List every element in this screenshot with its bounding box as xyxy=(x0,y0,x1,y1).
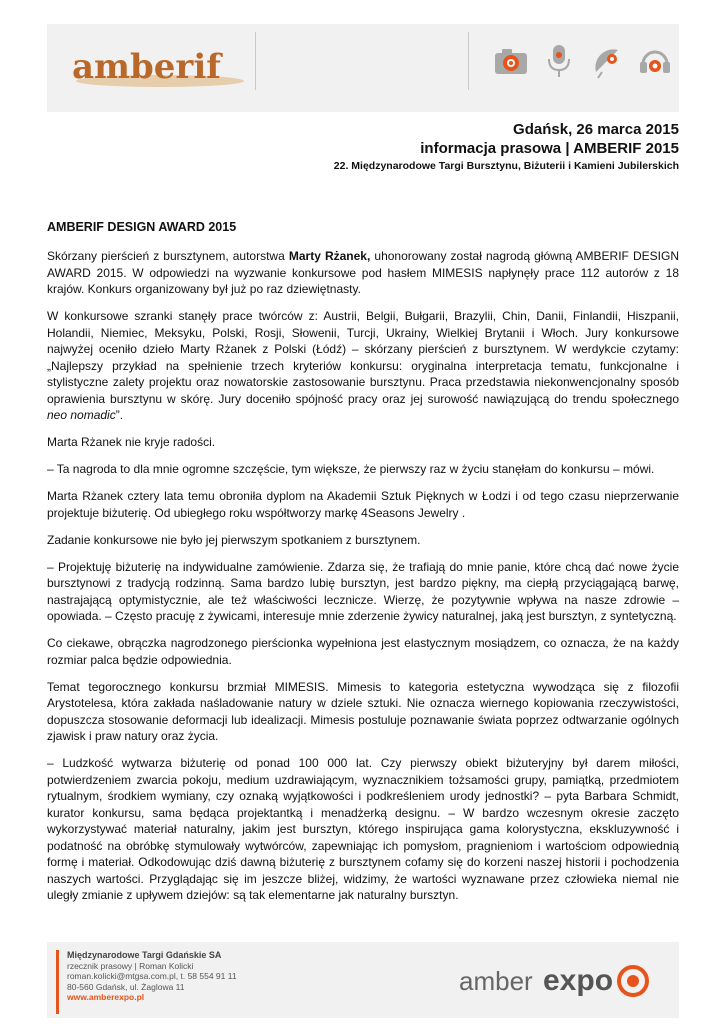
paragraph-1-text-b: uhonorowany został nagrodą główną AMBERIF DESIGN AWARD 2015. W odpowiedzi na wyzwanie konkursowe pod hasłem MIMESIS napłynęły prace 112 autorów z 18 krajów. Konkurs organizowany był już po raz dziewiętnasty. xyxy=(47,249,679,296)
paragraph-4: – Ta nagroda to dla mnie ogromne szczęście, tym większe, że pierwszy raz w życiu stanęłam do konkursu – mówi. xyxy=(47,462,655,476)
paragraph-7: – Projektuję biżuterię na indywidualne zamówienie. Zdarza się, że trafiają do mnie panie, które chcą dać nowe życie bursztynowi z tradycją rodzinną. Sama bardzo lubię bursztyn, jest bardzo piękny, ma ciepłą przyciągającą barwę, nastrajającą optymistycznie, ale też właściwości lecznicze. Wierzę, że pozytywnie wpływa na nasze zdrowie – opowiada. – Często pracuję z żywicami, interesuje mnie zderzenie żywicy naturalnej, jaką jest bursztyn, z syntetyczną. xyxy=(47,559,679,623)
paragraph-2-text-a: W konkursowe szranki stanęły prace twórców z: Austrii, Belgii, Bułgarii, Brazylii, Chin, Danii, Finlandii, Hiszpanii, Holandii, Niemiec, Meksyku, Polski, Rosji, Słowenii, Turcji, Ukrainy, Wielkiej Brytanii i Włoch. Jury konkursowe najwyżej oceniło dzieło Marty Rżanek z Polski (Łódź) – skórzany pierścień z bursztynem. W werdykcie czytamy: „Najlepszy przykład na spełnienie trzech kryteriów konkursu: oryginalna interpretacja tematu, funkcjonalne i stylistyczne zalety projektu oraz nowatorskie zastosowanie bursztynu. Praca przedstawia niekonwencjonalny sposób oprawienia bursztynu w skórę. Jury doceniło spójność pracy oraz jej surowość nawiązującą do trendu społecznego xyxy=(47,309,679,406)
header-divider-left xyxy=(255,32,256,90)
paragraph-2-text-b: ”. xyxy=(115,408,124,422)
headset-icon xyxy=(636,42,674,80)
expo-logo-expo: expo xyxy=(543,964,614,997)
footer-contact xyxy=(67,950,237,1003)
paragraph-2 xyxy=(47,308,679,424)
expo-logo-amber: amber xyxy=(459,966,533,996)
footer-band xyxy=(47,942,679,1018)
trend-name: neo nomadic xyxy=(47,408,116,422)
footer-address: 80-560 Gdańsk, ul. Żaglowa 11 xyxy=(67,981,185,992)
paragraph-5: Marta Rżanek cztery lata temu obroniła dyplom na Akademii Sztuk Pięknych w Łodzi i od tego czasu nieprzerwanie projektuje biżuterię. Od ubiegłego roku współtworzy markę 4Seasons Jewelry . xyxy=(47,489,679,520)
article-body xyxy=(47,219,679,914)
paragraph-1-text-a: Skórzany pierścień z bursztynem, autorstwa xyxy=(47,249,289,263)
press-title: informacja prasowa | AMBERIF 2015 xyxy=(420,140,679,157)
paragraph-10: – Ludzkość wytwarza biżuterię od ponad 100 000 lat. Czy pierwszy obiekt biżuteryjny był darem miłości, potwierdzeniem zwarcia pokoju, medium uzdrawiającym, wyznacznikiem tożsamości grupy, pamiątką, przedmiotem rytualnym, środkiem wymiany, czy oznaką wyjątkowości i podkreśleniem urody jednostki? – pyta Barbara Schmidt, kurator konkursu, sama będąca projektantką i menadżerką designu. – W bardzo wczesnym okresie zaczęto wykorzystywać materiał naturalny, jakim jest bursztyn, którego inspirująca gama kolorystyczna, ekskluzywność i podatność na obróbkę stymulowały wytwórców, zapewniając ich pomysłom, pragnieniom i wartościom odpowiednią formę i materiał. Odkodowując dziś dawną biżuterię z bursztynem cofamy się do korzeni naszej historii i pochodzenia naszych wartości. Przyglądając się im jeszcze bliżej, widzimy, że wartości wyznawane przez człowieka niemal nie uległy zmianie z upływem dziejów: są tak elementarne jak naturalny bursztyn. xyxy=(47,756,679,902)
satellite-dish-icon xyxy=(590,42,628,80)
amberexpo-logo xyxy=(457,960,657,1004)
footer-email-phone: roman.kolicki@mtgsa.com.pl, t. 58 554 91 11 xyxy=(67,971,237,981)
paragraph-8: Co ciekawe, obrączka nagrodzonego pierścionka wypełniona jest elastycznym mosiądzem, co oznacza, że na każdy rozmiar palca będzie odpowiednia. xyxy=(47,636,679,667)
paragraph-1 xyxy=(47,248,679,298)
logo-text: amberif xyxy=(72,47,221,87)
paragraph-3: Marta Rżanek nie kryje radości. xyxy=(47,435,216,449)
press-subtitle: 22. Międzynarodowe Targi Bursztynu, Biżuterii i Kamieni Jubilerskich xyxy=(333,160,679,172)
press-date: Gdańsk, 26 marca 2015 xyxy=(513,121,679,138)
footer-org: Międzynarodowe Targi Gdańskie SA xyxy=(67,950,222,960)
press-heading xyxy=(334,120,679,174)
footer-role: rzecznik prasowy | Roman Kolicki xyxy=(67,960,194,971)
amberif-logo xyxy=(70,44,250,88)
paragraph-9: Temat tegorocznego konkursu brzmiał MIMESIS. Mimesis to kategoria estetyczna wywodząca się z filozofii Arystotelesa, która zakłada naśladowanie natury w dziele sztuki. Nie oznacza wiernego kopiowania rzeczywistości, dopuszcza stosowanie deformacji lub idealizacji. Mimesis postuluje poznawanie świata poprzez odtwarzanie ogólnych zjawisk i praw natury oraz życia. xyxy=(47,679,679,743)
footer-website-link[interactable]: www.amberexpo.pl xyxy=(67,992,145,1002)
article-heading: AMBERIF DESIGN AWARD 2015 xyxy=(47,220,237,234)
paragraph-6: Zadanie konkursowe nie było jej pierwszym spotkaniem z bursztynem. xyxy=(47,532,421,547)
microphone-icon xyxy=(540,42,578,80)
author-name: Marty Rżanek, xyxy=(288,249,371,263)
footer-accent-bar xyxy=(56,950,59,1014)
header-divider-right xyxy=(468,32,469,90)
camera-icon xyxy=(492,42,530,80)
